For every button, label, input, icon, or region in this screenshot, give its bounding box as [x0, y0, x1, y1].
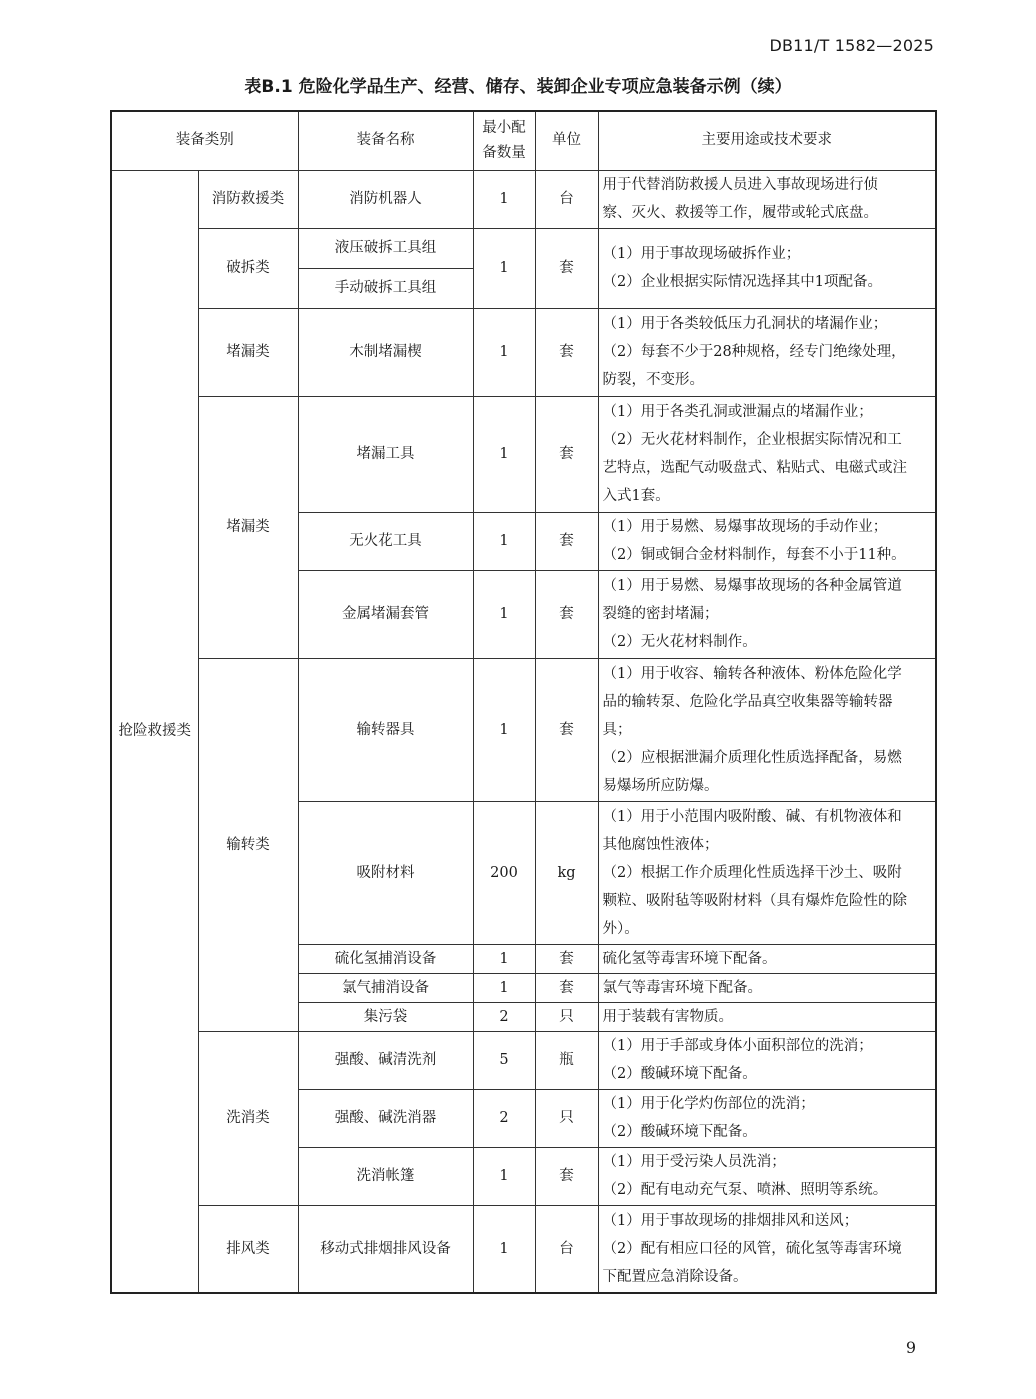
purpose-cell: [598, 658, 936, 801]
equipment-name-cell: 强酸、碱清洗剂: [298, 1031, 473, 1089]
unit-cell: 套: [535, 228, 598, 308]
unit-cell: 套: [535, 570, 598, 658]
unit-cell: 台: [535, 1205, 598, 1293]
min-qty-cell: 1: [473, 396, 535, 512]
equipment-name-cell: 无火花工具: [298, 512, 473, 570]
equipment-name-cell: 吸附材料: [298, 801, 473, 944]
equipment-name-cell: 集污袋: [298, 1002, 473, 1031]
purpose-cell: [598, 1089, 936, 1147]
header-min-qty-line: 备数量: [482, 144, 526, 161]
purpose-line: （1）用于化学灼伤部位的洗消；: [602, 1096, 815, 1112]
purpose-cell: [598, 1147, 936, 1205]
purpose-line: （1）用于小范围内吸附酸、碱、有机物液体和: [602, 808, 902, 825]
unit-cell: 套: [535, 944, 598, 973]
min-qty-cell: 1: [473, 308, 535, 396]
purpose-cell: [598, 801, 936, 944]
purpose-cell: [598, 570, 936, 658]
table-row: [111, 170, 936, 228]
subcategory-cell: 排风类: [198, 1205, 298, 1293]
equipment-name-cell: 消防机器人: [298, 170, 473, 228]
purpose-line: （2）企业根据实际情况选择其中1项配备。: [602, 274, 882, 290]
table-row: [111, 658, 936, 801]
unit-cell: 瓶: [535, 1031, 598, 1089]
unit-cell: kg: [535, 801, 598, 944]
equipment-name-cell: 强酸、碱洗消器: [298, 1089, 473, 1147]
purpose-line: 防裂，不变形。: [602, 372, 704, 388]
purpose-line: （2）铜或铜合金材料制作，每套不小于11种。: [602, 547, 906, 563]
equipment-name-cell: 硫化氢捕消设备: [298, 944, 473, 973]
min-qty-cell: 1: [473, 944, 535, 973]
min-qty-cell: 2: [473, 1002, 535, 1031]
header-min-qty: [473, 111, 535, 170]
purpose-line: （1）用于事故现场的排烟排风和送风；: [602, 1212, 859, 1229]
purpose-line: 颗粒、吸附毡等吸附材料（具有爆炸危险性的除: [602, 892, 907, 909]
table-header-row: [111, 111, 936, 170]
header-name: 装备名称: [298, 111, 473, 170]
purpose-line: 裂缝的密封堵漏；: [602, 606, 719, 622]
purpose-line: （2）酸碱环境下配备。: [602, 1066, 757, 1082]
unit-cell: 套: [535, 658, 598, 801]
subcategory-cell: 输转类: [198, 658, 298, 1031]
min-qty-cell: 2: [473, 1089, 535, 1147]
purpose-line: 用于代替消防救援人员进入事故现场进行侦: [602, 177, 878, 193]
header-category: 装备类别: [111, 111, 298, 170]
purpose-cell: [598, 1205, 936, 1293]
min-qty-cell: 5: [473, 1031, 535, 1089]
purpose-cell: [598, 1031, 936, 1089]
equipment-name-cell: 手动破拆工具组: [298, 268, 473, 308]
purpose-cell: 用于装载有害物质。: [598, 1002, 936, 1031]
purpose-line: （2）酸碱环境下配备。: [602, 1124, 757, 1140]
purpose-line: 品的输转泵、危险化学品真空收集器等输转器: [602, 693, 893, 710]
purpose-line: 入式1套。: [602, 488, 670, 504]
purpose-line: （2）无火花材料制作，企业根据实际情况和工: [602, 432, 902, 448]
table-row: [111, 1205, 936, 1293]
unit-cell: 套: [535, 973, 598, 1002]
purpose-cell: [598, 308, 936, 396]
subcategory-cell: 消防救援类: [198, 170, 298, 228]
subcategory-cell: 堵漏类: [198, 396, 298, 658]
equipment-name-cell: 氯气捕消设备: [298, 973, 473, 1002]
equipment-name-cell: 移动式排烟排风设备: [298, 1205, 473, 1293]
purpose-line: 察、灭火、救援等工作，履带或轮式底盘。: [602, 205, 878, 221]
purpose-line: （2）配有相应口径的风管，硫化氢等毒害环境: [602, 1240, 902, 1257]
page-number: 9: [905, 1338, 916, 1357]
min-qty-cell: 1: [473, 658, 535, 801]
min-qty-cell: 1: [473, 228, 535, 308]
purpose-line: （2）根据工作介质理化性质选择干沙土、吸附: [602, 864, 902, 881]
equipment-name-cell: 液压破拆工具组: [298, 228, 473, 268]
purpose-cell: [598, 228, 936, 308]
min-qty-cell: 1: [473, 170, 535, 228]
purpose-line: （1）用于各类孔洞或泄漏点的堵漏作业；: [602, 404, 873, 420]
purpose-line: （1）用于易燃、易爆事故现场的手动作业；: [602, 519, 888, 535]
subcategory-cell: 堵漏类: [198, 308, 298, 396]
header-min-qty-line: 最小配: [482, 119, 526, 136]
purpose-line: 下配置应急消除设备。: [602, 1268, 748, 1285]
unit-cell: 套: [535, 308, 598, 396]
subcategory-cell: 洗消类: [198, 1031, 298, 1205]
unit-cell: 只: [535, 1089, 598, 1147]
equipment-name-cell: 洗消帐篷: [298, 1147, 473, 1205]
purpose-line: （1）用于收容、输转各种液体、粉体危险化学: [602, 665, 902, 682]
equipment-table: [110, 110, 937, 1294]
table-row: [111, 1031, 936, 1089]
min-qty-cell: 1: [473, 1205, 535, 1293]
purpose-line: （1）用于手部或身体小面积部位的洗消；: [602, 1038, 873, 1054]
purpose-line: （1）用于各类较低压力孔洞状的堵漏作业；: [602, 316, 888, 332]
purpose-cell: [598, 396, 936, 512]
purpose-line: （2）配有电动充气泵、喷淋、照明等系统。: [602, 1182, 888, 1198]
purpose-cell: [598, 170, 936, 228]
header-unit: 单位: [535, 111, 598, 170]
purpose-line: （2）每套不少于28种规格，经专门绝缘处理，: [602, 344, 906, 360]
subcategory-cell: 破拆类: [198, 228, 298, 308]
min-qty-cell: 200: [473, 801, 535, 944]
unit-cell: 套: [535, 512, 598, 570]
purpose-cell: 硫化氢等毒害环境下配备。: [598, 944, 936, 973]
table-row: [111, 308, 936, 396]
purpose-cell: [598, 512, 936, 570]
purpose-line: 具；: [602, 721, 632, 738]
unit-cell: 套: [535, 1147, 598, 1205]
purpose-line: （2）无火花材料制作。: [602, 634, 757, 650]
unit-cell: 套: [535, 396, 598, 512]
equipment-name-cell: 木制堵漏楔: [298, 308, 473, 396]
table-row: [111, 396, 936, 512]
unit-cell: 只: [535, 1002, 598, 1031]
table-row: [111, 228, 936, 268]
purpose-cell: 氯气等毒害环境下配备。: [598, 973, 936, 1002]
purpose-line: （1）用于易燃、易爆事故现场的各种金属管道: [602, 578, 902, 594]
purpose-line: （1）用于受污染人员洗消；: [602, 1154, 786, 1170]
equipment-name-cell: 输转器具: [298, 658, 473, 801]
purpose-line: 易爆场所应防爆。: [602, 777, 719, 794]
header-purpose: 主要用途或技术要求: [598, 111, 936, 170]
main-category-cell: 抢险救援类: [111, 170, 198, 1293]
unit-cell: 台: [535, 170, 598, 228]
purpose-line: 其他腐蚀性液体；: [602, 836, 719, 853]
min-qty-cell: 1: [473, 973, 535, 1002]
min-qty-cell: 1: [473, 570, 535, 658]
document-code: DB11/T 1582—2025: [769, 36, 934, 55]
purpose-line: （1）用于事故现场破拆作业；: [602, 246, 801, 262]
equipment-name-cell: 金属堵漏套管: [298, 570, 473, 658]
table-title: 表B.1 危险化学品生产、经营、储存、装卸企业专项应急装备示例（续）: [244, 77, 792, 97]
equipment-name-cell: 堵漏工具: [298, 396, 473, 512]
min-qty-cell: 1: [473, 1147, 535, 1205]
purpose-line: 外）。: [602, 920, 639, 937]
min-qty-cell: 1: [473, 512, 535, 570]
purpose-line: （2）应根据泄漏介质理化性质选择配备，易燃: [602, 749, 902, 766]
purpose-line: 艺特点，选配气动吸盘式、粘贴式、电磁式或注: [602, 460, 907, 476]
